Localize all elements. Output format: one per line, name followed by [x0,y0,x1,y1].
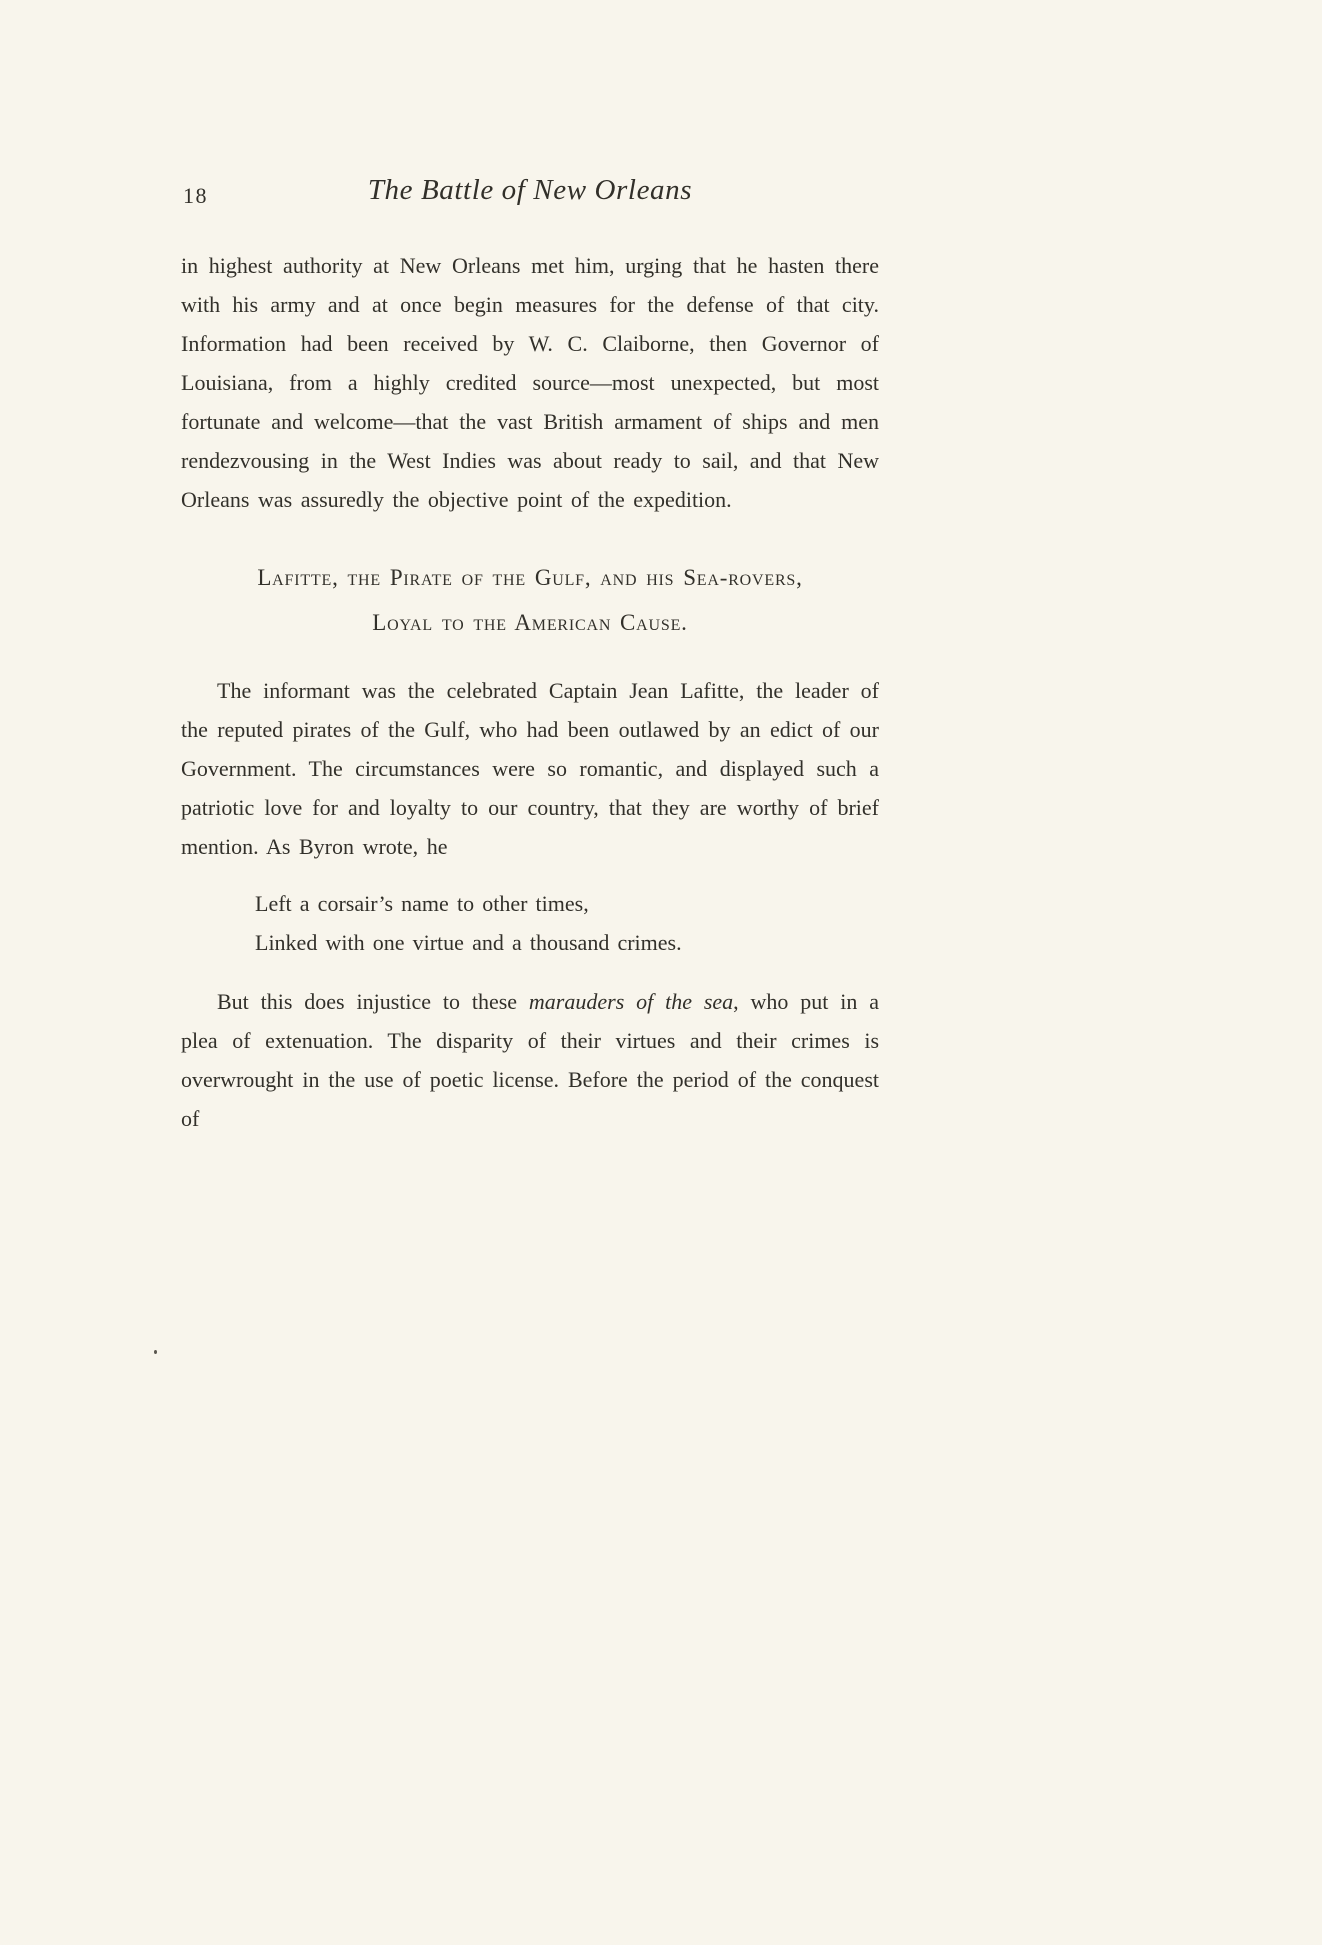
paragraph-3 [181,982,879,1138]
paragraph-3-text-before: But this does injustice to these [217,989,529,1014]
section-heading [181,555,879,645]
paragraph-3-italic-phrase: marauders of the sea [528,989,734,1014]
verse-line-1: Left a corsair’s name to other times, [255,891,589,916]
page-header [181,172,879,220]
page-number: 18 [183,183,208,208]
paragraph-2: The informant was the celebrated Captain Jean Lafitte, the leader of the reputed pirates of the Gulf, who had been outlawed by an edict of our Government. The circumstances were so romantic, and displayed such a patriotic love for and loyalty to our country, that they are worthy of brief mention. As Byron wrote, he [181,678,879,859]
verse-line-2: Linked with one virtue and a thousand crimes. [255,930,682,955]
section-heading-line-1: Lafitte, the Pirate of the Gulf, and his Sea-rovers, [257,565,803,590]
running-title: The Battle of New Orleans [367,174,693,206]
section-heading-line-2: Loyal to the American Cause. [372,610,688,635]
text-block [181,172,879,1138]
paragraph-3-text-after: , who put in a plea of extenuation. The disparity of their virtues and their crimes is overwrought in the use of poetic license. Before the period of the conquest of [181,989,879,1131]
stray-ink-dot [154,1350,157,1354]
verse-quote [255,884,879,962]
paragraph-1: in highest authority at New Orleans met him, urging that he hasten there with his army and at once begin measures for the defense of that city. Information had been received by W. C. Claiborne, then Governor of Louisiana, from a highly credited source—most unexpected, but most fortunate and welcome—that the vast British armament of ships and men rendezvousing in the West Indies was about ready to sail, and that New Orleans was assuredly the objective point of the expedition. [181,253,879,512]
